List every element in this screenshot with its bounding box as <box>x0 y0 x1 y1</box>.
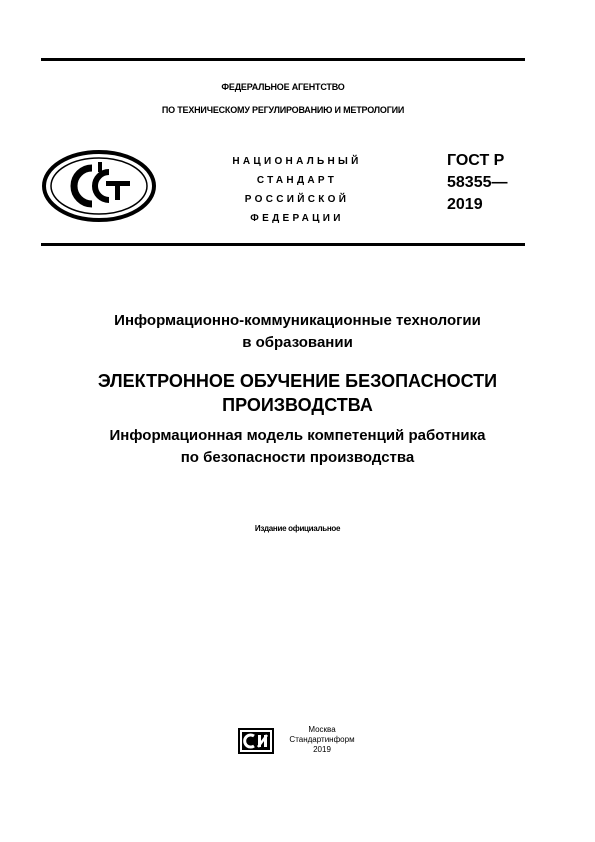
top-rule <box>41 58 525 61</box>
main-title-line-2: ПРОИЗВОДСТВА <box>222 395 373 415</box>
bottom-rule <box>41 243 525 246</box>
standard-type-line-3: РОССИЙСКОЙ <box>244 194 350 205</box>
imprint-city: Москва <box>308 725 336 734</box>
standartinform-logo-icon <box>238 728 274 754</box>
main-title-line-1: ЭЛЕКТРОННОЕ ОБУЧЕНИЕ БЕЗОПАСНОСТИ <box>97 371 498 391</box>
agency-line-2: ПО ТЕХНИЧЕСКОМУ РЕГУЛИРОВАНИЮ И МЕТРОЛОГИИ <box>161 105 405 115</box>
imprint-year: 2019 <box>313 745 331 754</box>
standard-type-line-1: НАЦИОНАЛЬНЫЙ <box>232 156 362 167</box>
gost-number <box>447 150 508 216</box>
subtitle-top-line-2: в образовании <box>242 334 353 351</box>
edition-label: Издание официальное <box>254 524 341 533</box>
subtitle-bottom-line-1: Информационная модель компетенций работника <box>109 427 486 444</box>
standard-type <box>222 152 372 228</box>
imprint <box>272 725 372 755</box>
subtitle-top-line-1: Информационно-коммуникационные технологии <box>114 312 481 329</box>
subtitle-bottom-line-2: по безопасности производства <box>180 449 415 466</box>
imprint-publisher: Стандартинформ <box>289 735 355 744</box>
subtitle-bottom <box>40 425 555 469</box>
main-title <box>40 369 555 417</box>
gost-line-3: 2019 <box>447 196 483 213</box>
standard-type-line-2: СТАНДАРТ <box>256 175 338 186</box>
gost-line-2: 58355— <box>447 174 508 191</box>
agency-line-1: ФЕДЕРАЛЬНОЕ АГЕНТСТВО <box>221 82 345 92</box>
subtitle-top <box>40 310 555 354</box>
rst-logo-icon <box>40 148 158 224</box>
gost-line-1: ГОСТ Р <box>447 152 505 169</box>
standard-type-line-4: ФЕДЕРАЦИИ <box>250 213 344 224</box>
